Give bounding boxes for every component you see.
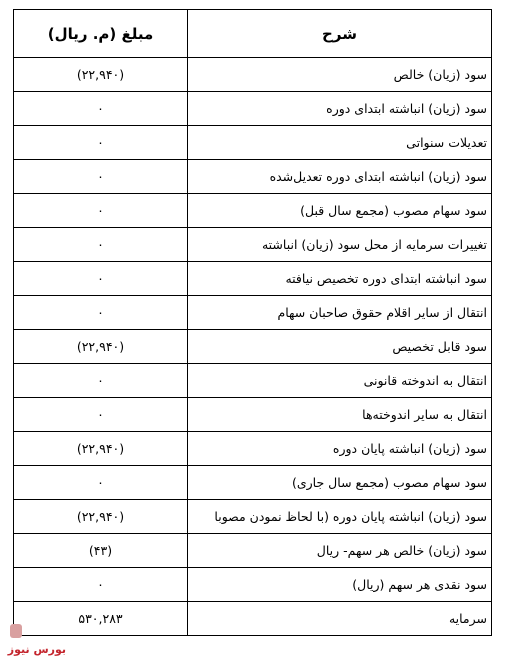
table-row bbox=[14, 500, 492, 534]
row-amount-cell bbox=[14, 330, 188, 364]
row-amount-cell bbox=[14, 262, 188, 296]
table-row bbox=[14, 58, 492, 92]
row-amount-cell bbox=[14, 466, 188, 500]
row-amount-cell bbox=[14, 194, 188, 228]
watermark-text: بورس نیوز bbox=[7, 643, 66, 656]
row-amount: ۰ bbox=[97, 475, 104, 490]
table-row bbox=[14, 160, 492, 194]
row-amount-cell bbox=[14, 364, 188, 398]
table-row bbox=[14, 296, 492, 330]
row-amount: (۲۲,۹۴۰) bbox=[76, 509, 125, 524]
table-row bbox=[14, 194, 492, 228]
row-amount: ۰ bbox=[97, 203, 104, 218]
row-amount: ۰ bbox=[97, 169, 104, 184]
row-amount-cell bbox=[14, 432, 188, 466]
row-description: سود (زیان) انباشته ابتدای دوره bbox=[188, 92, 492, 126]
row-description: انتقال به سایر اندوخته‌ها bbox=[188, 398, 492, 432]
row-amount-cell bbox=[14, 92, 188, 126]
row-description: سرمایه bbox=[188, 602, 492, 636]
row-description: انتقال از سایر اقلام حقوق صاحبان سهام bbox=[188, 296, 492, 330]
row-amount-cell bbox=[14, 228, 188, 262]
row-amount: ۰ bbox=[97, 271, 104, 286]
row-amount: (۲۲,۹۴۰) bbox=[76, 339, 125, 354]
table-row bbox=[14, 534, 492, 568]
table-row bbox=[14, 364, 492, 398]
table-row bbox=[14, 602, 492, 636]
row-amount: ۰ bbox=[97, 407, 104, 422]
row-amount-cell bbox=[14, 398, 188, 432]
watermark bbox=[6, 622, 66, 656]
row-description: سود (زیان) خالص هر سهم- ریال bbox=[188, 534, 492, 568]
row-amount: (۲۲,۹۴۰) bbox=[76, 67, 125, 82]
row-description: سود (زیان) خالص bbox=[188, 58, 492, 92]
table-row bbox=[14, 466, 492, 500]
row-description: سود (زیان) انباشته ابتدای دوره تعدیل‌شده bbox=[188, 160, 492, 194]
row-amount: ۰ bbox=[97, 135, 104, 150]
row-amount-cell bbox=[14, 534, 188, 568]
table-row bbox=[14, 126, 492, 160]
table-row bbox=[14, 398, 492, 432]
row-description: سود (زیان) انباشته پایان دوره (با لحاظ نمودن مصوبا bbox=[188, 500, 492, 534]
row-amount-cell bbox=[14, 568, 188, 602]
table-row bbox=[14, 568, 492, 602]
row-amount-cell bbox=[14, 58, 188, 92]
amount-column-header bbox=[14, 10, 188, 58]
profit-distribution-table bbox=[13, 9, 492, 636]
row-description: تعدیلات سنواتی bbox=[188, 126, 492, 160]
table-row bbox=[14, 432, 492, 466]
description-column-header: شرح bbox=[188, 10, 492, 58]
row-amount: ۰ bbox=[97, 577, 104, 592]
row-amount: ۵۳۰,۲۸۳ bbox=[78, 611, 123, 626]
row-amount: ۰ bbox=[97, 101, 104, 116]
row-description: سود (زیان) انباشته پایان دوره bbox=[188, 432, 492, 466]
row-amount: ۰ bbox=[97, 237, 104, 252]
row-description: سود سهام مصوب (مجمع سال قبل) bbox=[188, 194, 492, 228]
row-amount: ۰ bbox=[97, 305, 104, 320]
table-row bbox=[14, 228, 492, 262]
row-amount: (۴۳) bbox=[88, 543, 113, 558]
amount-column-header-label: مبلغ (م. ریال) bbox=[47, 24, 154, 43]
table-row bbox=[14, 262, 492, 296]
table-row bbox=[14, 92, 492, 126]
watermark-logo-icon bbox=[10, 624, 22, 638]
row-amount-cell bbox=[14, 160, 188, 194]
row-amount-cell bbox=[14, 126, 188, 160]
row-description: سود قابل تخصیص bbox=[188, 330, 492, 364]
row-description: سود نقدی هر سهم (ریال) bbox=[188, 568, 492, 602]
row-amount-cell bbox=[14, 296, 188, 330]
table-body bbox=[14, 58, 492, 636]
table-header-row bbox=[14, 10, 492, 58]
row-amount-cell bbox=[14, 500, 188, 534]
row-description: سود سهام مصوب (مجمع سال جاری) bbox=[188, 466, 492, 500]
row-description: تغییرات سرمایه از محل سود (زیان) انباشته bbox=[188, 228, 492, 262]
row-amount: ۰ bbox=[97, 373, 104, 388]
table-row bbox=[14, 330, 492, 364]
row-description: سود انباشته ابتدای دوره تخصیص نیافته bbox=[188, 262, 492, 296]
row-amount: (۲۲,۹۴۰) bbox=[76, 441, 125, 456]
row-description: انتقال به اندوخته قانونی bbox=[188, 364, 492, 398]
